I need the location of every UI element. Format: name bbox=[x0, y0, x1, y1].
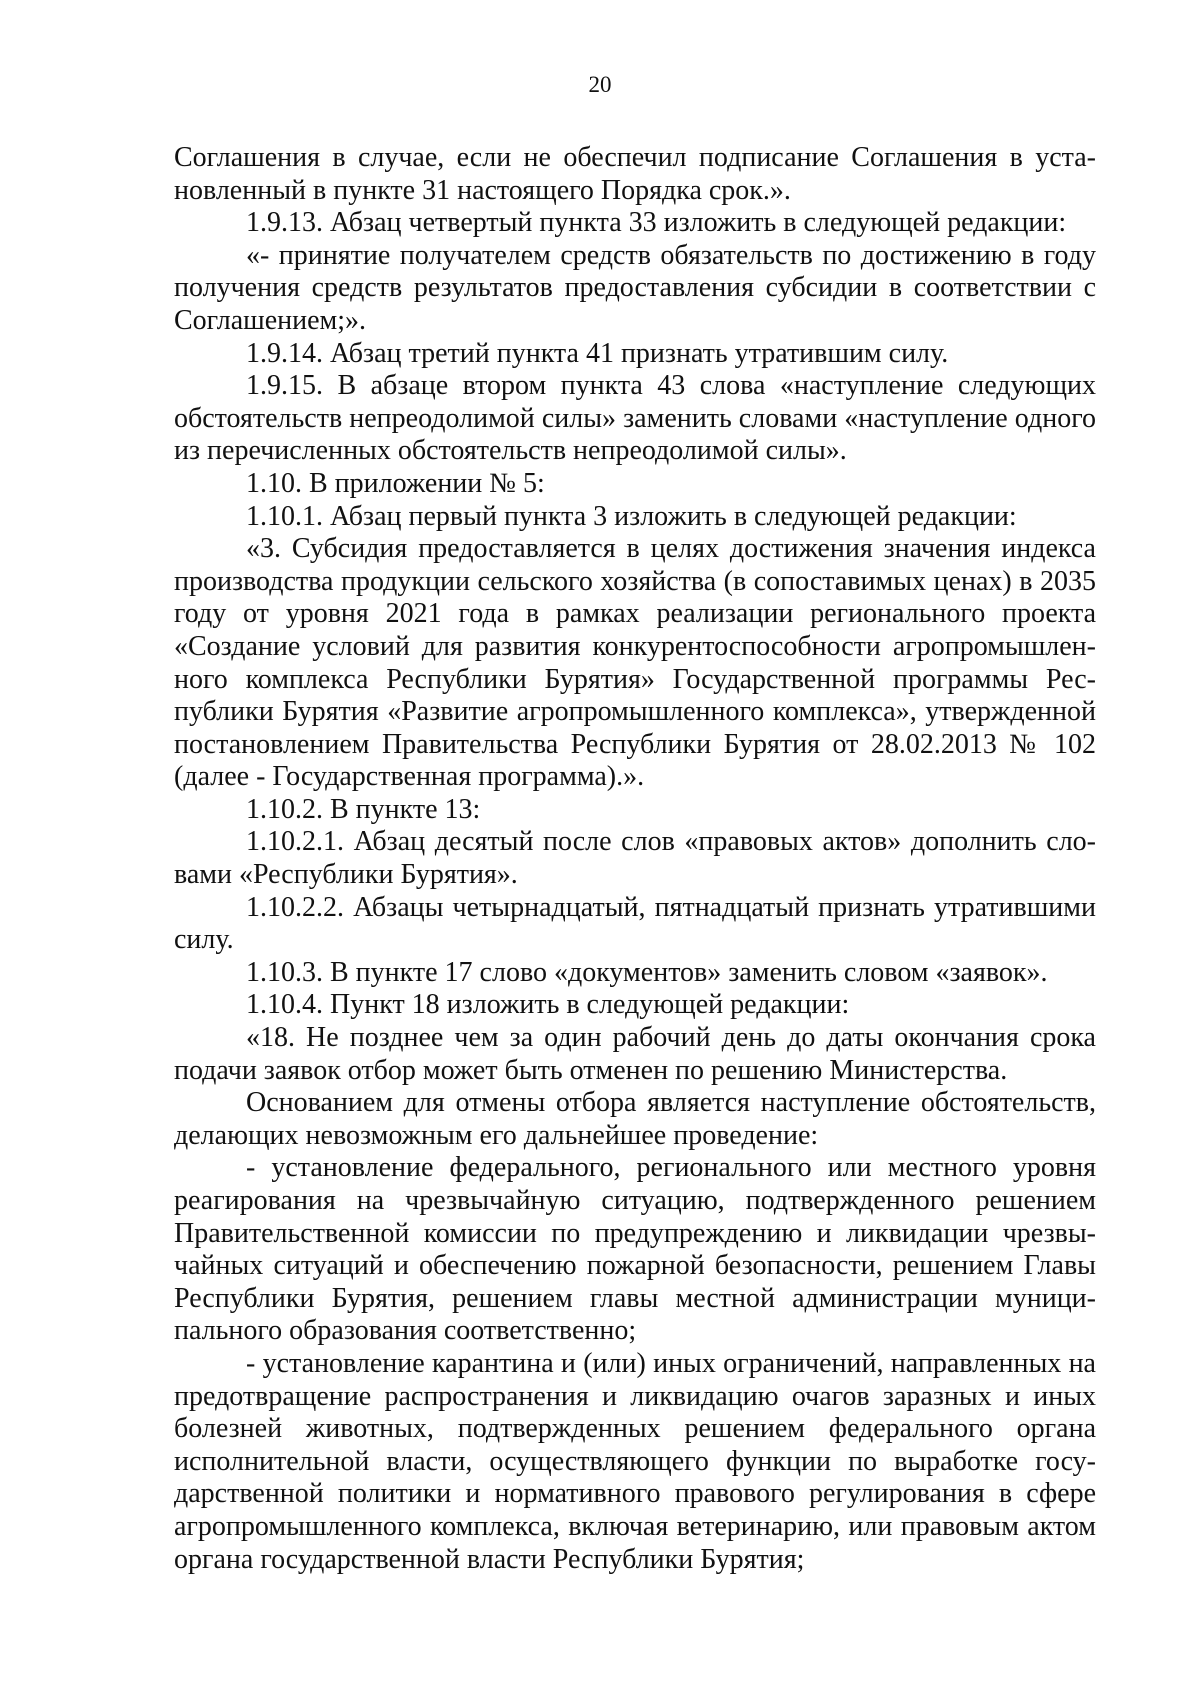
paragraph: 1.10.2.1. Абзац десятый после слов «правовых актов» дополнить словами «Республики Бурятия». bbox=[174, 826, 1096, 891]
paragraph: «18. Не позднее чем за один рабочий день до даты окончания срока подачи заявок отбор может быть отменен по решению Министерства. bbox=[174, 1022, 1096, 1086]
page-number: 20 bbox=[588, 72, 612, 97]
paragraph: 1.10.2.2. Абзацы четырнадцатый, пятнадцатый признать утратившими силу. bbox=[174, 891, 1096, 956]
paragraph: Основанием для отмены отбора является наступление обстоятельств, делающих невозможным его дальнейшее проведение: bbox=[174, 1087, 1096, 1151]
paragraph: 1.10.2. В пункте 13: bbox=[246, 793, 481, 825]
paragraph: 1.9.13. Абзац четвертый пункта 33 изложить в следующей редакции: bbox=[246, 207, 1067, 239]
paragraph: 1.10.1. Абзац первый пункта 3 изложить в следующей редакции: bbox=[246, 500, 1017, 532]
paragraph: 1.9.15. В абзаце втором пункта 43 слова «наступление следующих обстоятельств непреодолимой силы» заменить словами «наступление одного из перечисленных обстоятельств непреодолимой силы». bbox=[174, 370, 1096, 467]
paragraph: 1.10.3. В пункте 17 слово «документов» заменить словом «заявок». bbox=[246, 956, 1048, 988]
paragraph: Соглашения в случае, если не обеспечил подписание Соглашения в установленный в пункте 31 настоящего Порядка срок.». bbox=[174, 142, 1096, 206]
paragraph: 1.10.4. Пункт 18 изложить в следующей редакции: bbox=[246, 989, 850, 1021]
paragraph: «- принятие получателем средств обязательств по достижению в году получения средств результатов предоставления субсидии в соответствии с Соглашением;». bbox=[174, 239, 1096, 336]
paragraph: «3. Субсидия предоставляется в целях достижения значения индекса производства продукции сельского хозяйства (в сопоставимых ценах) в 2035 году от уровня 2021 года в рамках реализации регионального проекта «Создание условий для развития конкурентоспособности агропромышленного комплекса Республики Бурятия» Государственной программы Республики Бурятия «Развитие агропромышленного комплекса», утвержденной постановлением Правительства Республики Бурятия от 28.02.2013 № 102 (далее - Государственная программа).». bbox=[174, 533, 1096, 793]
paragraph: 1.10. В приложении № 5: bbox=[246, 467, 545, 499]
document-body bbox=[174, 142, 1096, 1576]
paragraph: 1.9.14. Абзац третий пункта 41 признать утратившим силу. bbox=[246, 337, 949, 369]
paragraph: - установление федерального, регионального или местного уровня реагирования на чрезвычайную ситуацию, подтвержденного решением Правительственной комиссии по предупреждению и ликвидации чрезвычайных ситуаций и обеспечению пожарной безопасности, решением Главы Республики Бурятия, решением главы местной администрации муниципального образования соответственно; bbox=[174, 1152, 1096, 1347]
paragraph: - установление карантина и (или) иных ограничений, направленных на предотвращение распространения и ликвидацию очагов заразных и иных болезней животных, подтвержденных решением федерального органа исполнительной власти, осуществляющего функции по выработке государственной политики и нормативного правового регулирования в сфере агропромышленного комплекса, включая ветеринарию, или правовым актом органа государственной власти Республики Бурятия; bbox=[174, 1347, 1096, 1575]
